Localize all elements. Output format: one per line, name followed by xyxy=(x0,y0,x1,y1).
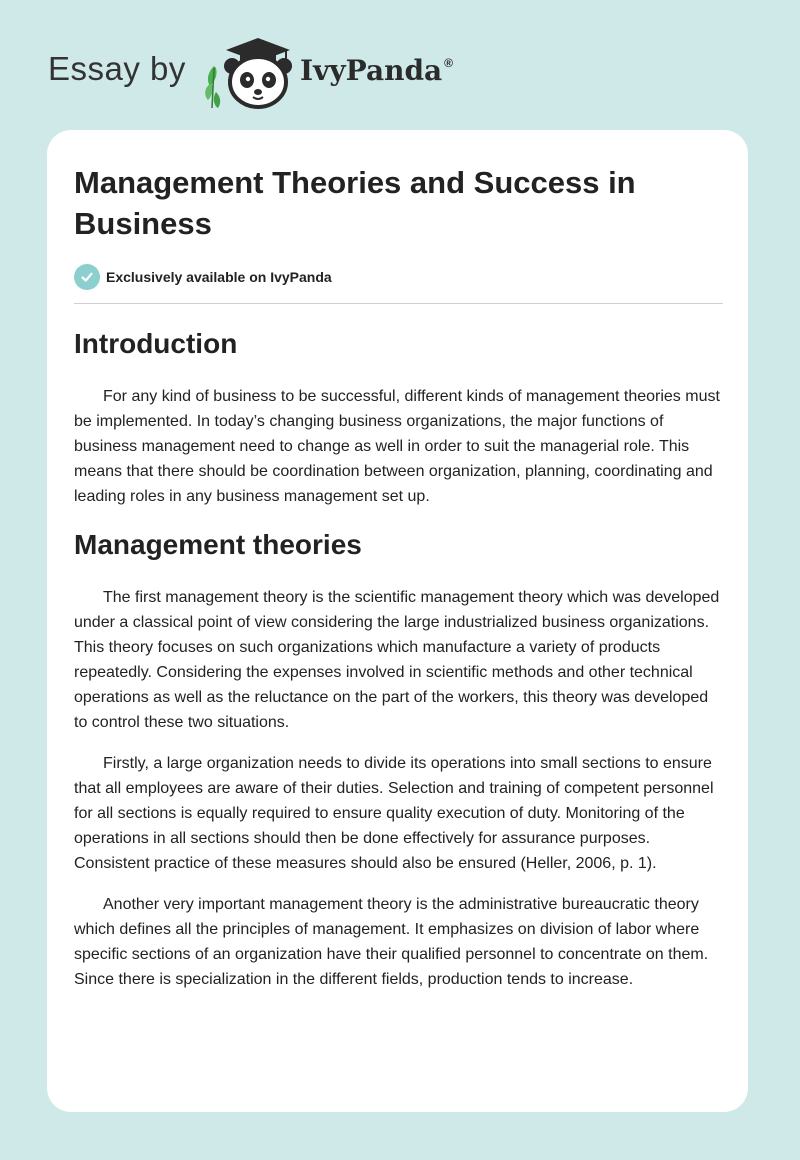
paragraph: Another very important management theory is the administrative bureaucratic theory which defines all the principles of management. It emphasizes on division of labor where specific sections of an organization have their qualified personnel to concentrate on them. Since there is specialization in the different fields, production tends to increase. xyxy=(74,896,709,988)
section-heading: Introduction xyxy=(74,328,238,359)
section-introduction xyxy=(74,324,724,509)
exclusive-label: Exclusively available on IvyPanda xyxy=(106,269,332,285)
title-divider xyxy=(74,303,723,304)
section-heading: Management theories xyxy=(74,529,362,560)
site-header xyxy=(0,0,800,130)
essay-title: Management Theories and Success in Business xyxy=(74,165,636,241)
panda-face-icon xyxy=(224,57,292,107)
paragraph: Firstly, a large organization needs to divide its operations into small sections to ensure that all employees are aware of their duties. Selection and training of competent personnel for all sections is equally required to ensure quality execution of duty. Monitoring of the operations in all sections should then be done effectively for assurance purposes. Consistent practice of these measures should also be ensured (Heller, 2006, p. 1). xyxy=(74,755,714,872)
section-management-theories xyxy=(74,525,724,992)
exclusive-notice xyxy=(74,264,332,290)
ivypanda-logo-icon[interactable] xyxy=(200,36,296,110)
brand-name[interactable] xyxy=(300,54,453,87)
brand-text: IvyPanda xyxy=(300,54,443,87)
check-icon xyxy=(74,264,100,290)
registered-mark: ® xyxy=(444,56,454,70)
essay-card xyxy=(47,130,748,1112)
essay-body xyxy=(74,324,724,1008)
essay-by-label: Essay by xyxy=(48,50,186,87)
paragraph: For any kind of business to be successful, different kinds of management theories must be implemented. In today’s changing business organizations, the major functions of business management need to change as well in order to suit the managerial role. This means that there should be coordination between organization, planning, coordinating and leading roles in any business management set up. xyxy=(74,388,720,505)
ivy-leaf-icon xyxy=(205,66,220,108)
paragraph: The first management theory is the scientific management theory which was developed under a classical point of view considering the large industrialized business organizations. This theory focuses on such organizations which manufacture a variety of products repeatedly. Considering the expenses involved in scientific methods and other technical operations as well as the reluctance on the part of the workers, this theory was developed to control these two situations. xyxy=(74,589,720,731)
